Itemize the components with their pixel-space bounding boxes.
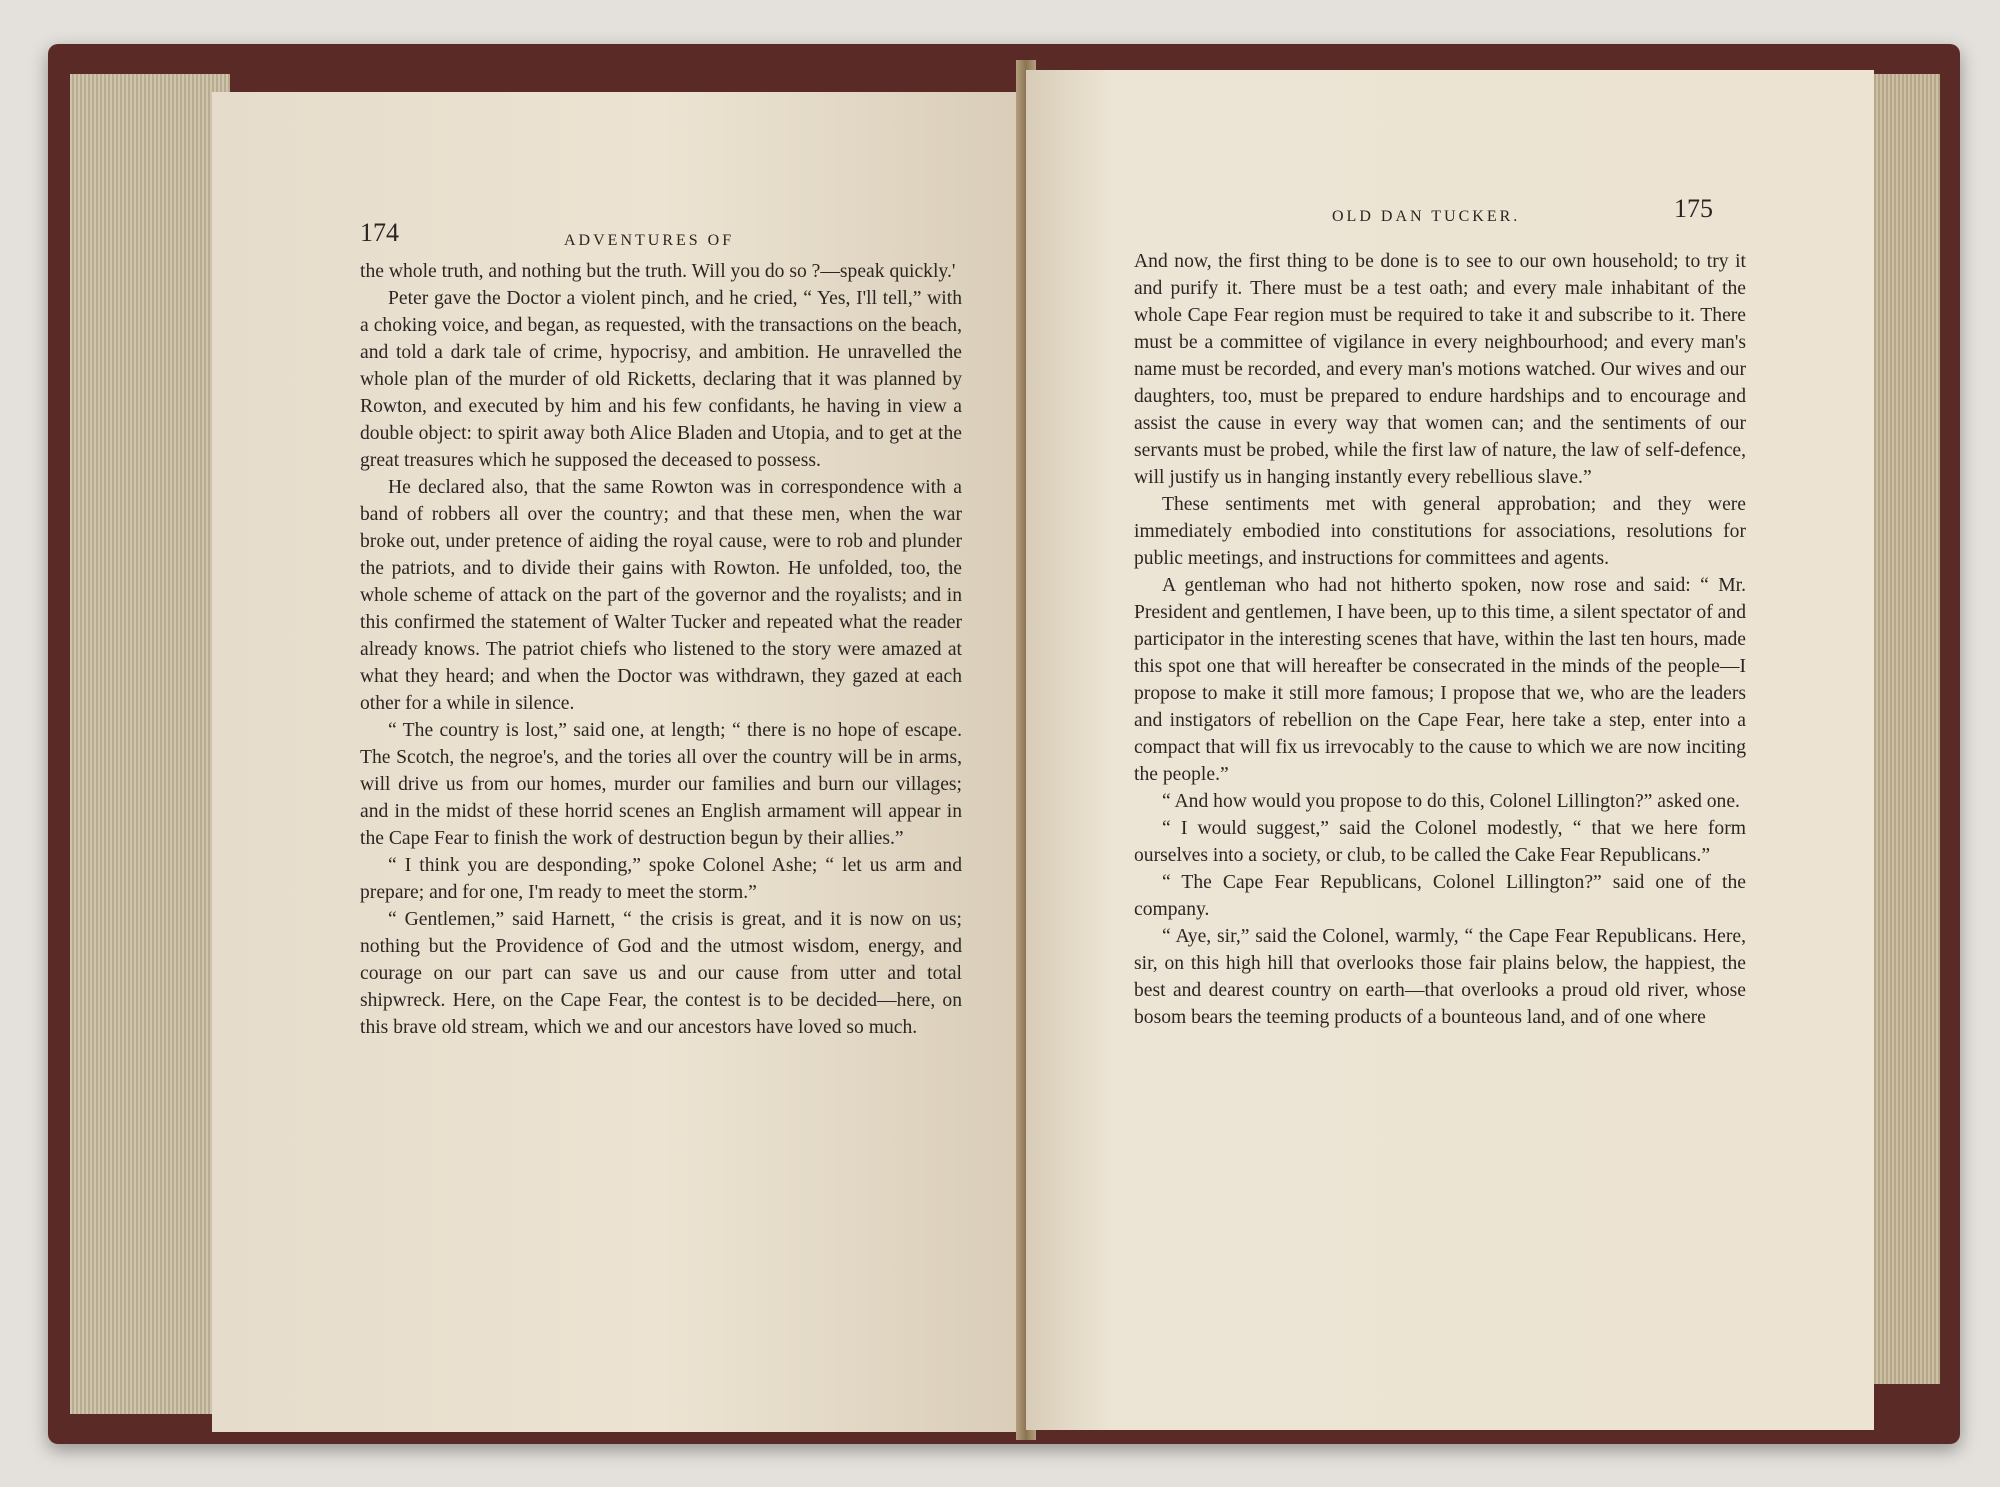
page-edges-left	[70, 74, 230, 1414]
page-number-left: 174	[360, 218, 399, 247]
paragraph: And now, the first thing to be done is to see to our own household; to try it and purify it. There must be a test oath; and every male inhabitant of the whole Cape Fear region must be required to take it and subscribe to it. There must be a committee of vigilance in every neighbourhood; and every man's name must be recorded, and every man's motions watched. Our wives and our daughters, too, must be prepared to endure hardships and to encourage and assist the cause in every way that women can; and the sentiments of our servants must be probed, while the first law of nature, the law of self-defence, will justify us in hanging instantly every rebellious slave.”	[1134, 251, 1746, 488]
paragraph: These sentiments met with general approbation; and they were immediately embodied into constitutions for associations, resolutions for public meetings, and instructions for committees and agents.	[1134, 494, 1746, 569]
paragraph: A gentleman who had not hitherto spoken, now rose and said: “ Mr. President and gentlemen, I have been, up to this time, a silent spectator of and participator in the interesting scenes that have, within the last ten hours, made this spot one that will hereafter be consecrated in the minds of the people—I propose to make it still more famous; I propose that we, who are the leaders and instigators of rebellion on the Cape Fear, here take a step, enter into a compact that will fix us irrevocably to the cause to which we are now inciting the people.”	[1134, 575, 1746, 785]
paragraph: He declared also, that the same Rowton was in correspondence with a band of robbers all over the country; and that these men, when the war broke out, under pretence of aiding the royal cause, were to rob and plunder the patriots, and to divide their gains with Rowton. He unfolded, too, the whole scheme of attack on the part of the governor and the royalists; and in this confirmed the statement of Walter Tucker and repeated what the reader already knows. The patriot chiefs who listened to the story were amazed at what they heard; and when the Doctor was withdrawn, they gazed at each other for a while in silence.	[360, 477, 962, 714]
right-page	[1026, 70, 1874, 1430]
paragraph: “ Aye, sir,” said the Colonel, warmly, “ the Cape Fear Republicans. Here, sir, on this high hill that overlooks those fair plains below, the happiest, the best and dearest country on earth—that overlooks a proud old river, whose bosom bears the teeming products of a bounteous land, and of one where	[1134, 926, 1746, 1028]
left-page-text	[360, 258, 962, 1041]
paragraph: “ Gentlemen,” said Harnett, “ the crisis is great, and it is now on us; nothing but the Providence of God and the utmost wisdom, energy, and courage on our part can save us and our cause from utter and total shipwreck. Here, on the Cape Fear, the contest is to be decided—here, on this brave old stream, which we and our ancestors have loved so much.	[360, 909, 962, 1038]
left-page	[212, 92, 1030, 1432]
paragraph: “ And how would you propose to do this, Colonel Lillington?” asked one.	[1162, 791, 1740, 812]
running-head-right: OLD DAN TUCKER.	[1332, 208, 1521, 225]
right-page-text	[1134, 248, 1746, 1031]
paragraph: “ I would suggest,” said the Colonel modestly, “ that we here form ourselves into a society, or club, to be called the Cake Fear Republicans.”	[1134, 818, 1746, 866]
paragraph: “ The country is lost,” said one, at length; “ there is no hope of escape. The Scotch, the negroe's, and the tories all over the country will be in arms, will drive us from our homes, murder our families and burn our villages; and in the midst of these horrid scenes an English armament will appear in the Cape Fear to finish the work of destruction begun by their allies.”	[360, 720, 962, 849]
running-head-left: ADVENTURES OF	[564, 232, 735, 249]
paragraph: Peter gave the Doctor a violent pinch, and he cried, “ Yes, I'll tell,” with a choking voice, and began, as requested, with the transactions on the beach, and told a dark tale of crime, hypocrisy, and ambition. He unravelled the whole plan of the murder of old Ricketts, declaring that it was planned by Rowton, and executed by him and his few confidants, he having in view a double object: to spirit away both Alice Bladen and Utopia, and to get at the great treasures which he supposed the deceased to possess.	[360, 288, 962, 471]
page-number-right: 175	[1674, 194, 1713, 223]
paragraph: “ I think you are desponding,” spoke Colonel Ashe; “ let us arm and prepare; and for one, I'm ready to meet the storm.”	[360, 855, 962, 903]
paragraph: “ The Cape Fear Republicans, Colonel Lillington?” said one of the company.	[1134, 872, 1746, 920]
paragraph: the whole truth, and nothing but the truth. Will you do so ?—speak quickly.'	[360, 261, 956, 282]
